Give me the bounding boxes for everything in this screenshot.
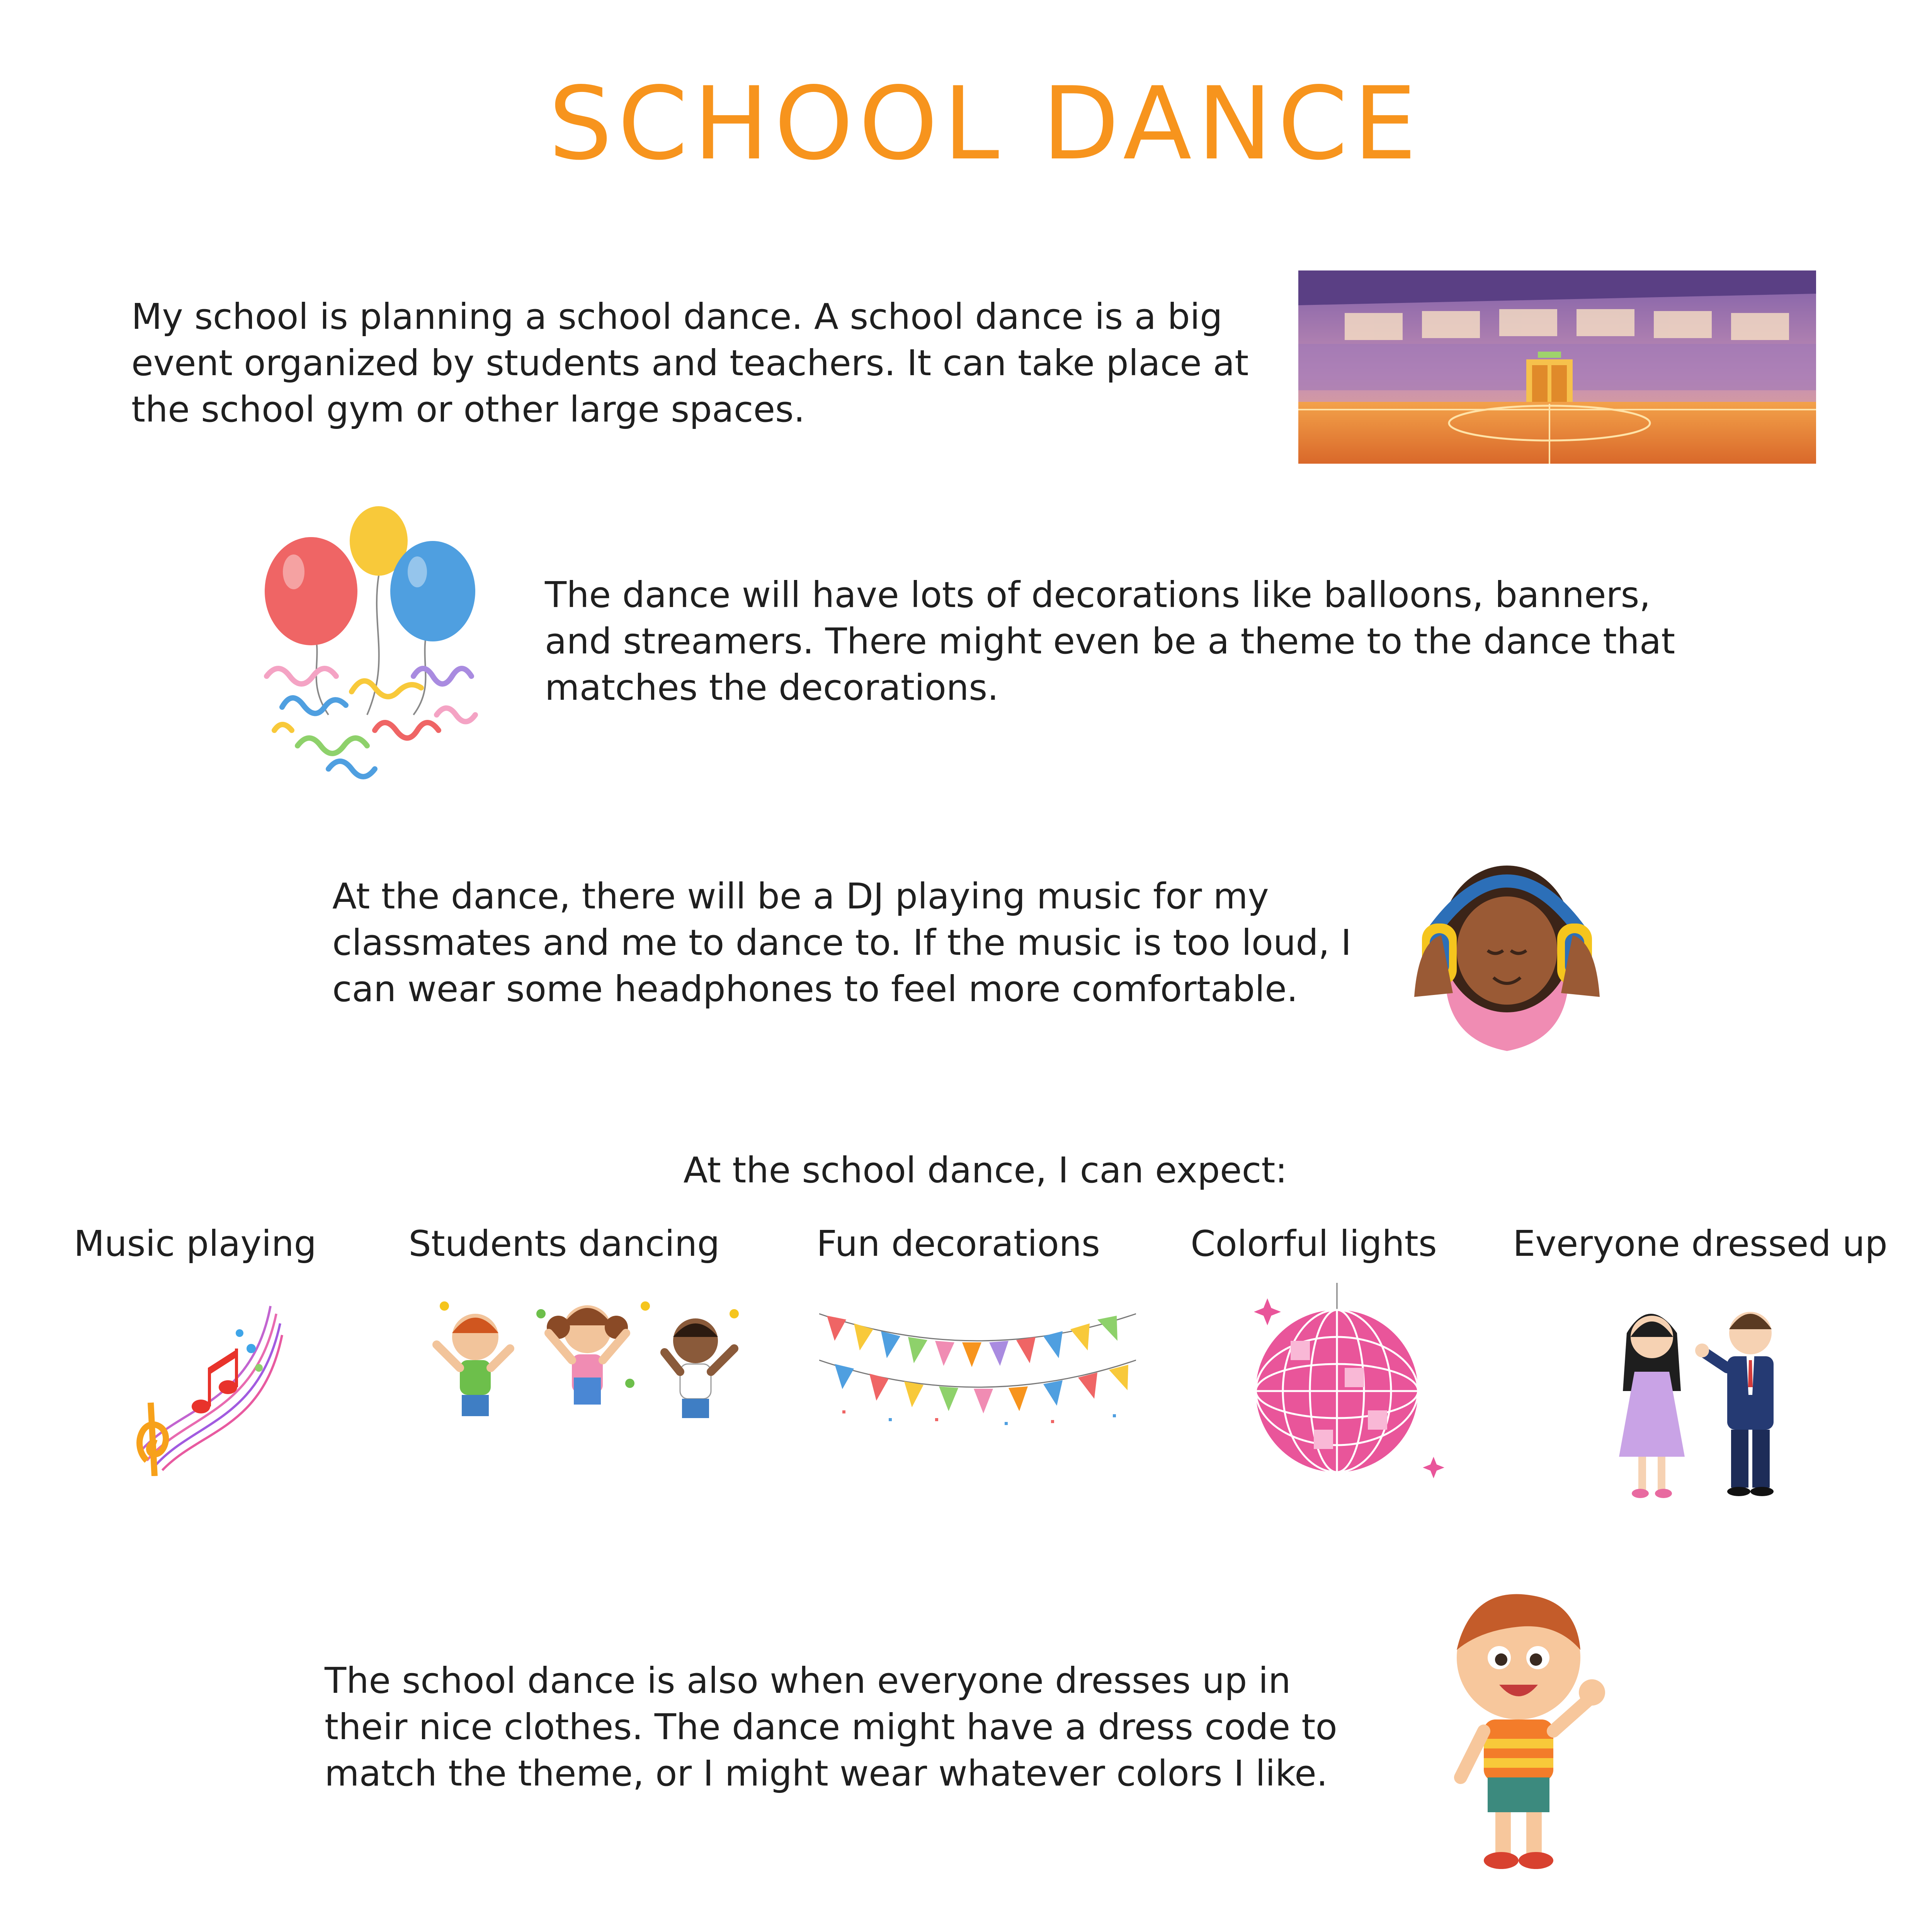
bunting-confetti-icon xyxy=(819,1302,1136,1430)
intro-paragraph: My school is planning a school dance. A school dance is a big event organized by students and teachers. It can take place at the school gym or other large spaces. xyxy=(131,296,1249,430)
expect-heading: At the school dance, I can expect: xyxy=(683,1150,1287,1191)
school-gym-image xyxy=(1298,270,1816,464)
dress-paragraph: The school dance is also when everyone dresses up in their nice clothes. The dance might have a dress code to match the theme, or I might wear whatever colors I like. xyxy=(325,1660,1337,1794)
balloons-streamers-icon xyxy=(251,498,502,796)
waving-boy-icon xyxy=(1426,1584,1627,1878)
page-title: SCHOOL DANCE xyxy=(548,66,1422,182)
dancing-kids-icon xyxy=(429,1291,746,1437)
expect-label-decorations: Fun decorations xyxy=(816,1223,1100,1264)
expect-label-dressed: Everyone dressed up xyxy=(1513,1223,1888,1264)
dj-paragraph: At the dance, there will be a DJ playing music for my classmates and me to dance to. If the music is too loud, I can wear some headphones to feel more comfortable. xyxy=(332,876,1352,1010)
expect-label-music: Music playing xyxy=(73,1223,317,1264)
disco-ball-icon xyxy=(1252,1283,1453,1484)
girl-with-headphones-icon xyxy=(1399,835,1615,1066)
decorations-paragraph: The dance will have lots of decorations like balloons, banners, and streamers. There might even be a theme to the dance that matches the decorations. xyxy=(545,574,1675,708)
sitting-boy-icon xyxy=(417,1928,580,1932)
expect-label-dancing: Students dancing xyxy=(408,1223,720,1264)
expect-label-lights: Colorful lights xyxy=(1190,1223,1437,1264)
dressed-up-couple-icon xyxy=(1604,1294,1804,1503)
music-notes-icon xyxy=(124,1291,286,1476)
